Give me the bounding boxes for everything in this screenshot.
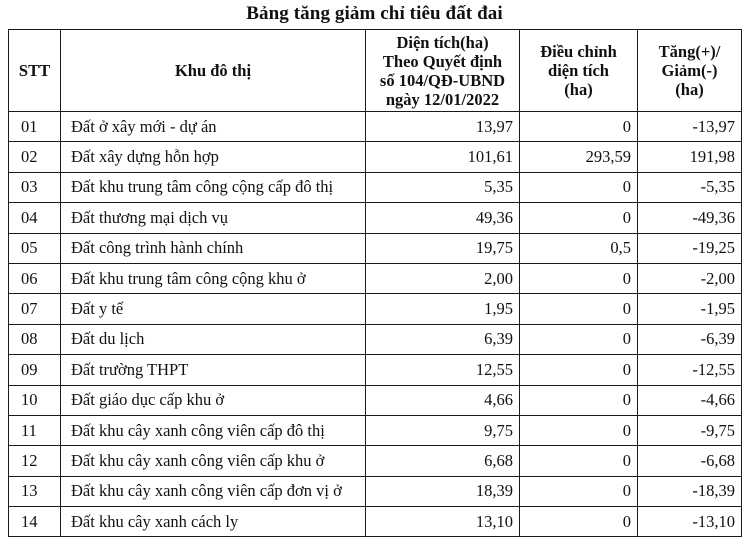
cell-stt: 12 [9, 446, 61, 476]
cell-name: Đất xây dựng hỗn hợp [61, 142, 366, 172]
table-row [9, 324, 742, 354]
table-row [9, 112, 742, 142]
cell-name: Đất du lịch [61, 324, 366, 354]
cell-name: Đất y tế [61, 294, 366, 324]
header-area-line: Diện tích(ha) [396, 32, 489, 52]
cell-adjust: 0 [520, 507, 638, 537]
cell-stt: 02 [9, 142, 61, 172]
cell-area: 12,55 [366, 355, 520, 385]
header-change-line: Giảm(-) [661, 61, 718, 80]
cell-adjust: 0 [520, 203, 638, 233]
cell-area: 6,39 [366, 324, 520, 354]
table-title: Bảng tăng giảm chỉ tiêu đất đai [246, 3, 503, 24]
cell-stt: 09 [9, 355, 61, 385]
cell-change: -12,55 [638, 355, 742, 385]
cell-stt: 05 [9, 233, 61, 263]
header-change [638, 30, 742, 112]
cell-adjust: 0 [520, 355, 638, 385]
cell-adjust: 0 [520, 446, 638, 476]
table-row [9, 415, 742, 445]
table-row [9, 233, 742, 263]
cell-adjust: 0 [520, 112, 638, 142]
cell-change: -5,35 [638, 172, 742, 202]
cell-change: -19,25 [638, 233, 742, 263]
table-row [9, 203, 742, 233]
cell-change: -13,97 [638, 112, 742, 142]
cell-name: Đất thương mại dịch vụ [61, 203, 366, 233]
cell-adjust: 0,5 [520, 233, 638, 263]
table-row [9, 294, 742, 324]
cell-adjust: 0 [520, 263, 638, 293]
table-row [9, 355, 742, 385]
cell-adjust: 0 [520, 172, 638, 202]
cell-change: -6,68 [638, 446, 742, 476]
cell-name: Đất khu cây xanh công viên cấp đô thị [61, 415, 366, 445]
table-row [9, 385, 742, 415]
table-row [9, 142, 742, 172]
cell-stt: 06 [9, 263, 61, 293]
cell-adjust: 0 [520, 415, 638, 445]
cell-area: 13,97 [366, 112, 520, 142]
table-row [9, 172, 742, 202]
cell-change: 191,98 [638, 142, 742, 172]
cell-change: -18,39 [638, 476, 742, 506]
header-change-line: Tăng(+)/ [658, 42, 721, 61]
cell-area: 6,68 [366, 446, 520, 476]
cell-area: 19,75 [366, 233, 520, 263]
header-change-line: (ha) [675, 80, 704, 99]
cell-area: 101,61 [366, 142, 520, 172]
header-area-line: số 104/QĐ-UBND [379, 70, 506, 90]
cell-name: Đất giáo dục cấp khu ở [61, 385, 366, 415]
cell-change: -6,39 [638, 324, 742, 354]
cell-area: 9,75 [366, 415, 520, 445]
cell-stt: 13 [9, 476, 61, 506]
cell-change: -2,00 [638, 263, 742, 293]
table-row [9, 263, 742, 293]
header-stt: STT [9, 30, 61, 112]
cell-stt: 04 [9, 203, 61, 233]
cell-stt: 11 [9, 415, 61, 445]
cell-change: -49,36 [638, 203, 742, 233]
header-adjust [520, 30, 638, 112]
header-adjust-line: Điều chỉnh [540, 42, 617, 61]
table-row [9, 476, 742, 506]
cell-adjust: 0 [520, 385, 638, 415]
cell-change: -13,10 [638, 507, 742, 537]
header-area-line: Theo Quyết định [382, 51, 503, 71]
land-use-table [8, 29, 742, 537]
cell-change: -4,66 [638, 385, 742, 415]
cell-name: Đất công trình hành chính [61, 233, 366, 263]
cell-name: Đất ở xây mới - dự án [61, 112, 366, 142]
header-area [366, 30, 520, 112]
cell-adjust: 0 [520, 476, 638, 506]
header-row [9, 30, 742, 112]
header-name: Khu đô thị [61, 30, 366, 112]
cell-stt: 03 [9, 172, 61, 202]
cell-change: -1,95 [638, 294, 742, 324]
cell-change: -9,75 [638, 415, 742, 445]
cell-area: 18,39 [366, 476, 520, 506]
header-area-line: ngày 12/01/2022 [385, 89, 500, 109]
cell-stt: 07 [9, 294, 61, 324]
cell-name: Đất khu cây xanh công viên cấp đơn vị ở [61, 476, 366, 506]
cell-adjust: 0 [520, 294, 638, 324]
table-row [9, 446, 742, 476]
cell-stt: 08 [9, 324, 61, 354]
cell-stt: 01 [9, 112, 61, 142]
cell-area: 1,95 [366, 294, 520, 324]
cell-name: Đất trường THPT [61, 355, 366, 385]
cell-adjust: 0 [520, 324, 638, 354]
cell-name: Đất khu trung tâm công cộng cấp đô thị [61, 172, 366, 202]
header-adjust-line: diện tích [548, 61, 609, 80]
cell-name: Đất khu cây xanh cách ly [61, 507, 366, 537]
cell-area: 4,66 [366, 385, 520, 415]
table-row [9, 507, 742, 537]
cell-adjust: 293,59 [520, 142, 638, 172]
cell-area: 49,36 [366, 203, 520, 233]
cell-name: Đất khu cây xanh công viên cấp khu ở [61, 446, 366, 476]
cell-area: 13,10 [366, 507, 520, 537]
cell-stt: 10 [9, 385, 61, 415]
cell-stt: 14 [9, 507, 61, 537]
cell-name: Đất khu trung tâm công cộng khu ở [61, 263, 366, 293]
header-adjust-line: (ha) [564, 80, 593, 99]
cell-area: 5,35 [366, 172, 520, 202]
cell-area: 2,00 [366, 263, 520, 293]
